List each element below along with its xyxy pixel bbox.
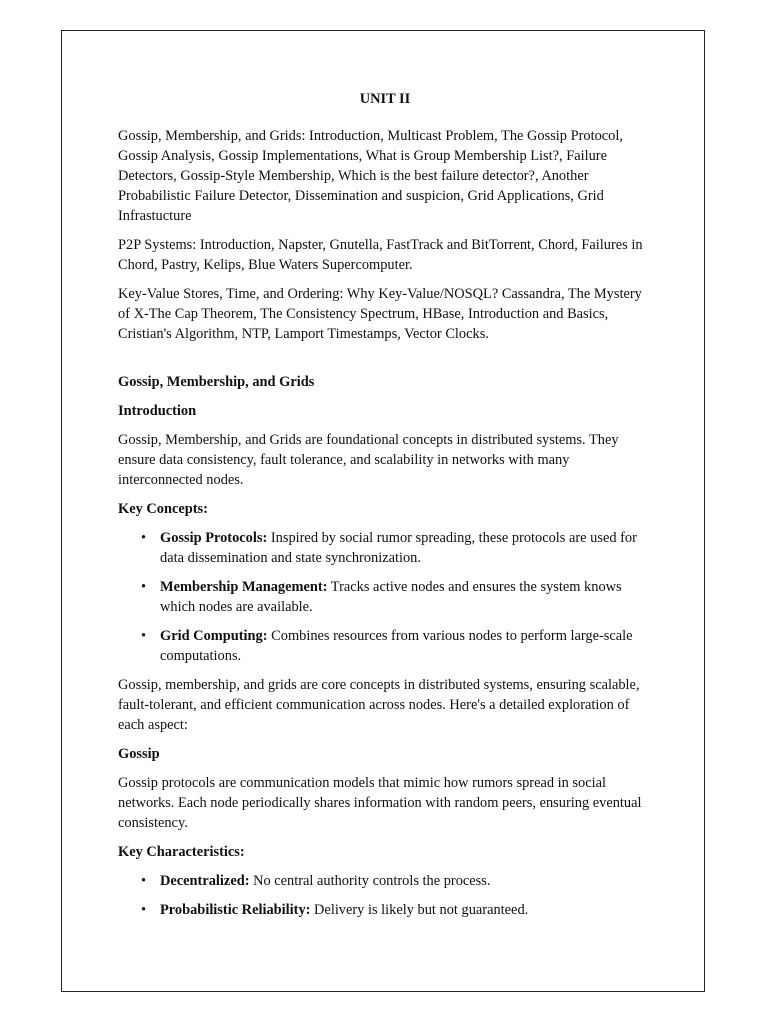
key-concepts-heading: Key Concepts: (118, 501, 208, 517)
list-item-text: Inspired by social rumor spreading, these protocols are used for data dissemination and state synchronization. (160, 530, 637, 566)
list-item-term: Probabilistic Reliability: (160, 902, 311, 918)
page-title: UNIT II (359, 91, 411, 107)
overview-paragraph: Gossip, membership, and grids are core concepts in distributed systems, ensuring scalable, fault-tolerant, and efficient communication across nodes. Here's a detailed exploration of each aspect: (118, 677, 640, 733)
list-item-text: Delivery is likely but not guaranteed. (310, 902, 529, 918)
document-page (61, 30, 705, 992)
list-item (141, 626, 652, 666)
introduction-paragraph: Gossip, Membership, and Grids are foundational concepts in distributed systems. They ensure data consistency, fault tolerance, and scalability in networks with many interconnected nodes. (118, 432, 619, 488)
bullet-icon: • (141, 530, 147, 546)
list-item-term: Grid Computing: (160, 628, 268, 644)
syllabus-paragraph-p2p: P2P Systems: Introduction, Napster, Gnutella, FastTrack and BitTorrent, Chord, Failures in Chord, Pastry, Kelips, Blue Waters Supercomputer. (118, 237, 643, 273)
list-item-term: Gossip Protocols: (160, 530, 268, 546)
list-item (141, 900, 652, 920)
list-item (141, 577, 652, 617)
key-characteristics-list (118, 871, 652, 920)
page-content (118, 89, 652, 929)
list-item-term: Decentralized: (160, 873, 250, 889)
gossip-paragraph: Gossip protocols are communication models that mimic how rumors spread in social networks. Each node periodically shares information with random peers, ensuring eventual consistency. (118, 775, 642, 831)
introduction-heading: Introduction (118, 403, 197, 419)
bullet-icon: • (141, 628, 147, 644)
key-characteristics-heading: Key Characteristics: (118, 844, 245, 860)
list-item-text: Combines resources from various nodes to perform large-scale computations. (160, 628, 633, 664)
list-item (141, 528, 652, 568)
list-item-term: Membership Management: (160, 579, 328, 595)
list-item (141, 871, 652, 891)
list-item-text: No central authority controls the process. (249, 873, 491, 889)
bullet-icon: • (141, 579, 147, 595)
gossip-heading: Gossip (118, 746, 160, 762)
syllabus-paragraph-key-value: Key-Value Stores, Time, and Ordering: Why Key-Value/NOSQL? Cassandra, The Mystery of X-The Cap Theorem, The Consistency Spectrum, HBase, Introduction and Basics, Cristian's Algorithm, NTP, Lamport Timestamps, Vector Clocks. (118, 286, 642, 342)
bullet-icon: • (141, 873, 147, 889)
key-concepts-list (118, 528, 652, 666)
bullet-icon: • (141, 902, 147, 918)
syllabus-paragraph-gossip: Gossip, Membership, and Grids: Introduction, Multicast Problem, The Gossip Protocol, Gossip Analysis, Gossip Implementations, What is Group Membership List?, Failure Detectors, Gossip-Style Membership, Which is the best failure detector?, Another Probabilistic Failure Detector, Dissemination and suspicion, Grid Applications, Grid Infrastucture (118, 128, 623, 224)
section-heading: Gossip, Membership, and Grids (118, 374, 315, 390)
list-item-text: Tracks active nodes and ensures the system knows which nodes are available. (160, 579, 622, 615)
